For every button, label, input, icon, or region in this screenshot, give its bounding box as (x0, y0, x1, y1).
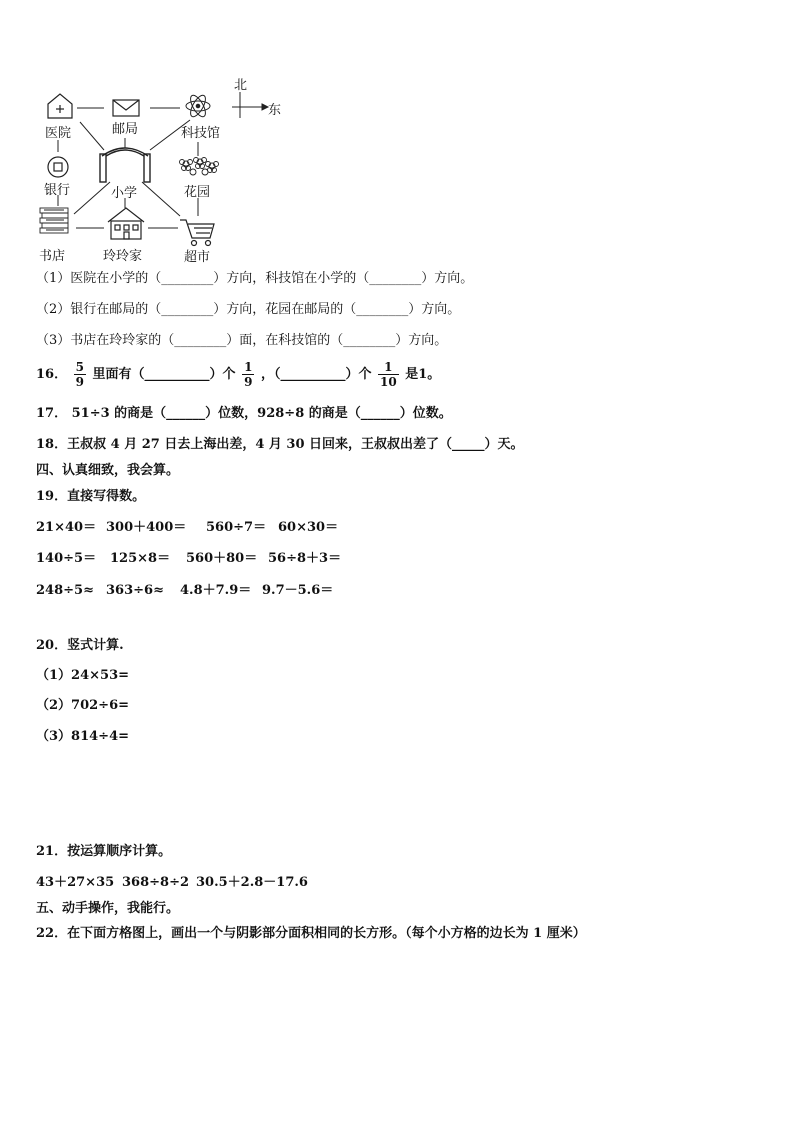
label-garden: 花园 (184, 185, 211, 200)
section5-heading: 五、动手操作，我能行。 (36, 901, 180, 916)
section4-heading: 四、认真细致，我会算。 (36, 463, 180, 478)
line-school-supermarket (142, 182, 180, 216)
label-bank: 银行 (44, 183, 71, 198)
q16-text2: ，（__________）个 (260, 367, 372, 382)
q19-r2c2: 125×8＝ (110, 551, 171, 566)
q21-item1: 43＋27×35 (36, 875, 115, 890)
q16-text3: 是1。 (405, 367, 441, 382)
q16-number: 16． (36, 367, 68, 382)
atom-icon (186, 93, 210, 119)
q19-r2c3: 560＋80＝ (186, 551, 258, 566)
q16 (36, 360, 440, 389)
label-science-museum: 科技馆 (181, 126, 221, 141)
line-school-bookstore (74, 182, 110, 214)
q19-r1c1: 21×40＝ (36, 520, 97, 535)
fraction-5-9: $\frac{5}{9}$ (75, 360, 84, 389)
q21-item3: 30.5＋2.8－17.6 (196, 875, 308, 890)
fraction-1-9: $\frac{1}{9}$ (244, 360, 253, 389)
compass-north-label: 北 (234, 78, 248, 93)
q19-r2c1: 140÷5＝ (36, 551, 97, 566)
q19-r1c4: 60×30＝ (278, 520, 339, 535)
q21-title: 21．按运算顺序计算。 (36, 844, 172, 859)
q18: 18．王叔叔 4 月 27 日去上海出差，4 月 30 日回来，王叔叔出差了（_____）天。 (36, 437, 524, 452)
fraction-1-10: $\frac{1}{10}$ (380, 360, 397, 389)
q19-r1c2: 300＋400＝ (106, 520, 187, 535)
hospital-icon (48, 94, 72, 118)
q21-item2: 368÷8÷2 (122, 875, 190, 890)
label-hospital: 医院 (45, 126, 72, 141)
q15-line3: （3）书店在玲玲家的（________）面，在科技馆的（________）方向。 (36, 333, 448, 348)
q20-item3: （3）814÷4= (36, 729, 130, 744)
q19-r3c1: 248÷5≈ (36, 583, 94, 598)
q19-r2c4: 56÷8＋3＝ (268, 551, 342, 566)
label-school: 小学 (111, 186, 138, 201)
label-linglings-home: 玲玲家 (103, 249, 143, 264)
q15-line1: （1）医院在小学的（________）方向，科技馆在小学的（________）方向。 (36, 271, 474, 286)
q19-r3c4: 9.7－5.6＝ (262, 583, 334, 598)
q20-item1: （1）24×53= (36, 668, 130, 683)
envelope-icon (113, 100, 139, 116)
q16-text1: 里面有（__________）个 (92, 367, 236, 382)
q19-r1c3: 560÷7＝ (206, 520, 267, 535)
q20-item2: （2）702÷6= (36, 698, 130, 713)
books-icon (40, 208, 68, 233)
coin-icon (48, 157, 68, 177)
q17: 17． 51÷3 的商是（______）位数，928÷8 的商是（______）位数。 (36, 406, 452, 421)
shopping-cart-icon (180, 220, 214, 246)
q15-line2: （2）银行在邮局的（________）方向，花园在邮局的（________）方向。 (36, 302, 461, 317)
q19-r3c2: 363÷6≈ (106, 583, 164, 598)
label-supermarket: 超市 (184, 250, 211, 265)
compass-east-label: 东 (268, 103, 282, 118)
house-icon (108, 208, 144, 239)
line-hospital-school (80, 122, 104, 150)
q19-r3c3: 4.8＋7.9＝ (180, 583, 252, 598)
label-post-office: 邮局 (112, 122, 139, 137)
q19-title: 19．直接写得数。 (36, 489, 146, 504)
q20-title: 20．竖式计算. (36, 638, 124, 653)
school-gate-icon (100, 148, 150, 182)
flower-icon (180, 158, 219, 176)
q22: 22．在下面方格图上，画出一个与阴影部分面积相同的长方形。（每个小方格的边长为 1 厘米） (36, 926, 586, 941)
label-bookstore: 书店 (39, 249, 66, 264)
